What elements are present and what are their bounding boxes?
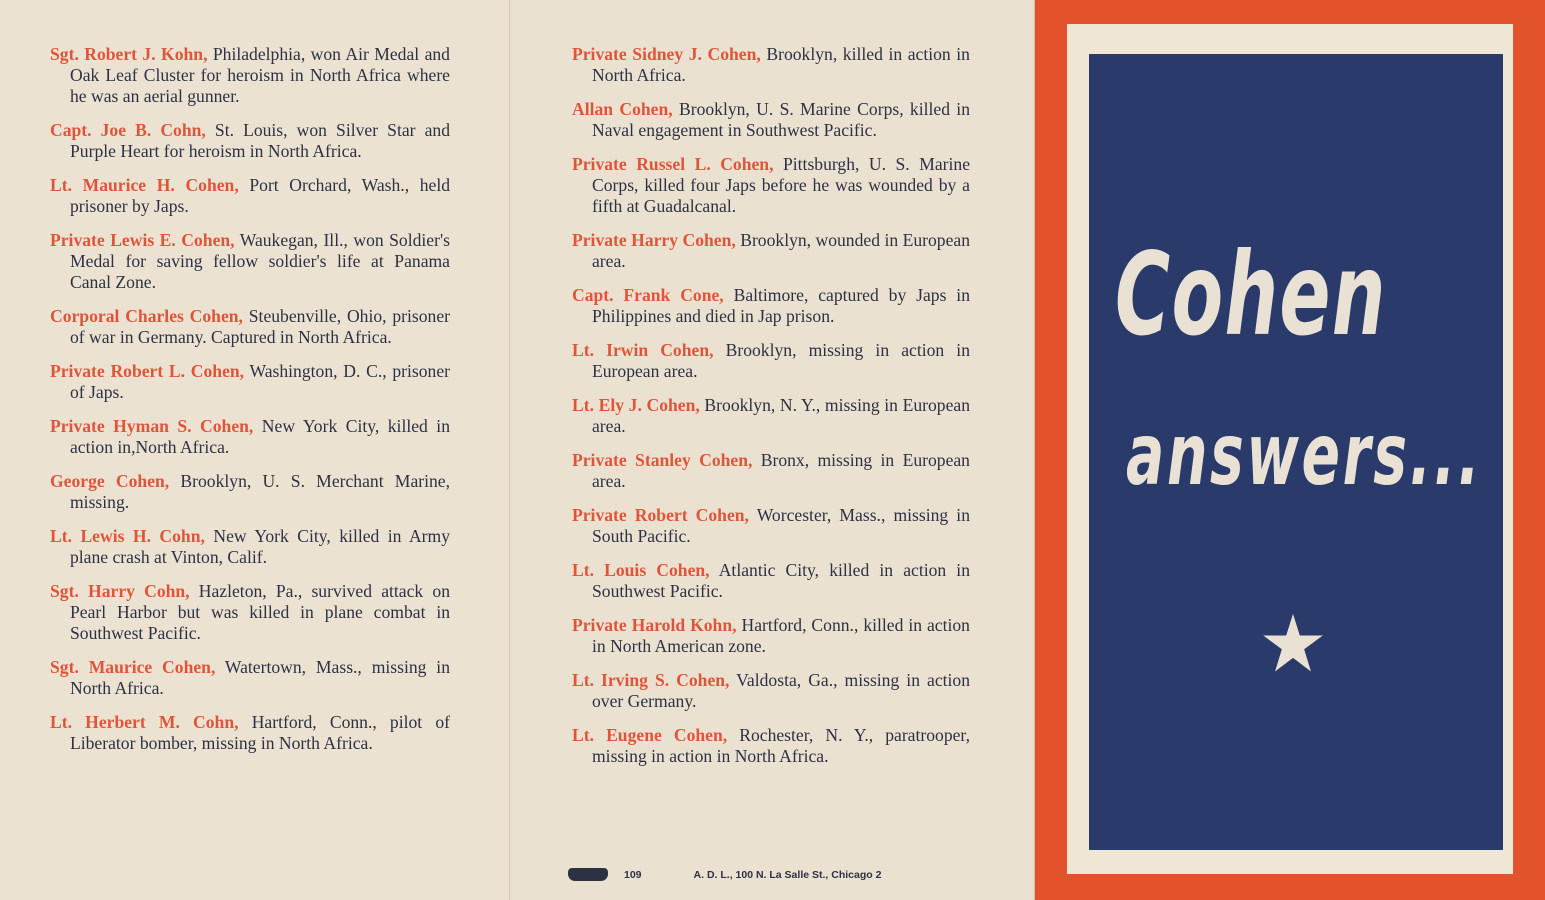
entry xyxy=(572,230,970,272)
entry-name: Lt. Ely J. Cohen, xyxy=(572,395,700,415)
entry-text: Steubenville, Ohio, prisoner of war in Germany. Captured in North Africa. xyxy=(70,306,450,347)
entry-name: Lt. Maurice H. Cohen, xyxy=(50,175,239,195)
left-panel xyxy=(0,0,510,900)
entry-text: Worcester, Mass., missing in South Pacific. xyxy=(592,505,970,546)
entry xyxy=(572,340,970,382)
entry-text: Philadelphia, won Air Medal and Oak Leaf Cluster for heroism in North Africa where he was an aerial gunner. xyxy=(70,44,450,106)
entry xyxy=(50,175,450,217)
entry-name: Private Russel L. Cohen, xyxy=(572,154,774,174)
entry xyxy=(572,615,970,657)
entry xyxy=(572,285,970,327)
entry-text: Port Orchard, Wash., held prisoner by Japs. xyxy=(70,175,451,216)
entry-name: Capt. Frank Cone, xyxy=(572,285,724,305)
entry-name: Sgt. Maurice Cohen, xyxy=(50,657,216,677)
entry-text: Brooklyn, U. S. Marine Corps, killed in Naval engagement in Southwest Pacific. xyxy=(592,99,970,140)
entry xyxy=(50,120,450,162)
entry xyxy=(572,154,970,217)
entry-name: Allan Cohen, xyxy=(572,99,673,119)
cover-subtitle: answers... xyxy=(1126,405,1483,505)
entry-name: Lt. Irving S. Cohen, xyxy=(572,670,730,690)
publisher-footer xyxy=(568,868,968,881)
entry xyxy=(572,395,970,437)
entry-name: Capt. Joe B. Cohn, xyxy=(50,120,206,140)
left-entry-list xyxy=(50,44,450,767)
entry-text: Watertown, Mass., missing in North Africa. xyxy=(70,657,450,698)
entry-text: Bronx, missing in European area. xyxy=(592,450,970,491)
footer-number: 109 xyxy=(624,868,642,881)
star-icon xyxy=(1262,612,1324,674)
entry-text: Brooklyn, U. S. Merchant Marine, missing. xyxy=(70,471,450,512)
entry-name: Lt. Herbert M. Cohn, xyxy=(50,712,239,732)
entry-name: Sgt. Robert J. Kohn, xyxy=(50,44,208,64)
entry-text: Hazleton, Pa., survived attack on Pearl Harbor but was killed in plane combat in Southwest Pacific. xyxy=(70,581,451,643)
entry-text: New York City, killed in Army plane crash at Vinton, Calif. xyxy=(70,526,450,567)
cover-title: Cohen xyxy=(1115,228,1387,361)
footer-address: A. D. L., 100 N. La Salle St., Chicago 2 xyxy=(693,868,882,881)
entry xyxy=(50,44,450,107)
entry xyxy=(50,471,450,513)
entry-name: Sgt. Harry Cohn, xyxy=(50,581,190,601)
entry xyxy=(572,450,970,492)
entry-text: Baltimore, captured by Japs in Philippines and died in Jap prison. xyxy=(592,285,970,326)
entry-text: Brooklyn, N. Y., missing in European area. xyxy=(592,395,970,436)
entry xyxy=(572,725,970,767)
entry xyxy=(50,712,450,754)
entry-name: Lt. Irwin Cohen, xyxy=(572,340,714,360)
entry-name: Corporal Charles Cohen, xyxy=(50,306,243,326)
entry xyxy=(50,416,450,458)
entry-name: Private Hyman S. Cohen, xyxy=(50,416,254,436)
entry-name: Private Robert Cohen, xyxy=(572,505,749,525)
entry-text: Brooklyn, wounded in European area. xyxy=(592,230,970,271)
entry-name: Private Harry Cohen, xyxy=(572,230,736,250)
entry-name: Private Lewis E. Cohen, xyxy=(50,230,235,250)
entry-text: Brooklyn, missing in action in European area. xyxy=(592,340,970,381)
middle-entry-list xyxy=(572,44,970,780)
entry-text: Hartford, Conn., killed in action in North American zone. xyxy=(592,615,970,656)
entry-text: Brooklyn, killed in action in North Africa. xyxy=(592,44,970,85)
entry xyxy=(50,306,450,348)
entry-name: Private Stanley Cohen, xyxy=(572,450,753,470)
entry-text: Pittsburgh, U. S. Marine Corps, killed four Japs before he was wounded by a fifth at Guadalcanal. xyxy=(592,154,971,216)
union-bug-icon xyxy=(568,868,608,881)
entry xyxy=(50,526,450,568)
entry-name: Private Robert L. Cohen, xyxy=(50,361,245,381)
entry xyxy=(572,560,970,602)
entry-name: Private Harold Kohn, xyxy=(572,615,737,635)
entry-name: Lt. Louis Cohen, xyxy=(572,560,710,580)
entry-text: Hartford, Conn., pilot of Liberator bomber, missing in North Africa. xyxy=(70,712,450,753)
entry-text: Waukegan, Ill., won Soldier's Medal for saving fellow soldier's life at Panama Canal Zone. xyxy=(70,230,450,292)
entry-text: Rochester, N. Y., paratrooper, missing in action in North Africa. xyxy=(592,725,970,766)
entry-name: Lt. Lewis H. Cohn, xyxy=(50,526,205,546)
entry-name: Private Sidney J. Cohen, xyxy=(572,44,761,64)
entry xyxy=(50,657,450,699)
entry-text: Washington, D. C., prisoner of Japs. xyxy=(70,361,451,402)
entry-text: Valdosta, Ga., missing in action over Germany. xyxy=(592,670,970,711)
entry xyxy=(50,230,450,293)
entry xyxy=(572,99,970,141)
entry xyxy=(50,581,450,644)
entry xyxy=(572,670,970,712)
entry-text: Atlantic City, killed in action in Southwest Pacific. xyxy=(592,560,970,601)
entry xyxy=(50,361,450,403)
entry xyxy=(572,44,970,86)
entry xyxy=(572,505,970,547)
entry-text: St. Louis, won Silver Star and Purple Heart for heroism in North Africa. xyxy=(70,120,450,161)
entry-text: New York City, killed in action in,North Africa. xyxy=(70,416,450,457)
entry-name: George Cohen, xyxy=(50,471,170,491)
entry-name: Lt. Eugene Cohen, xyxy=(572,725,728,745)
